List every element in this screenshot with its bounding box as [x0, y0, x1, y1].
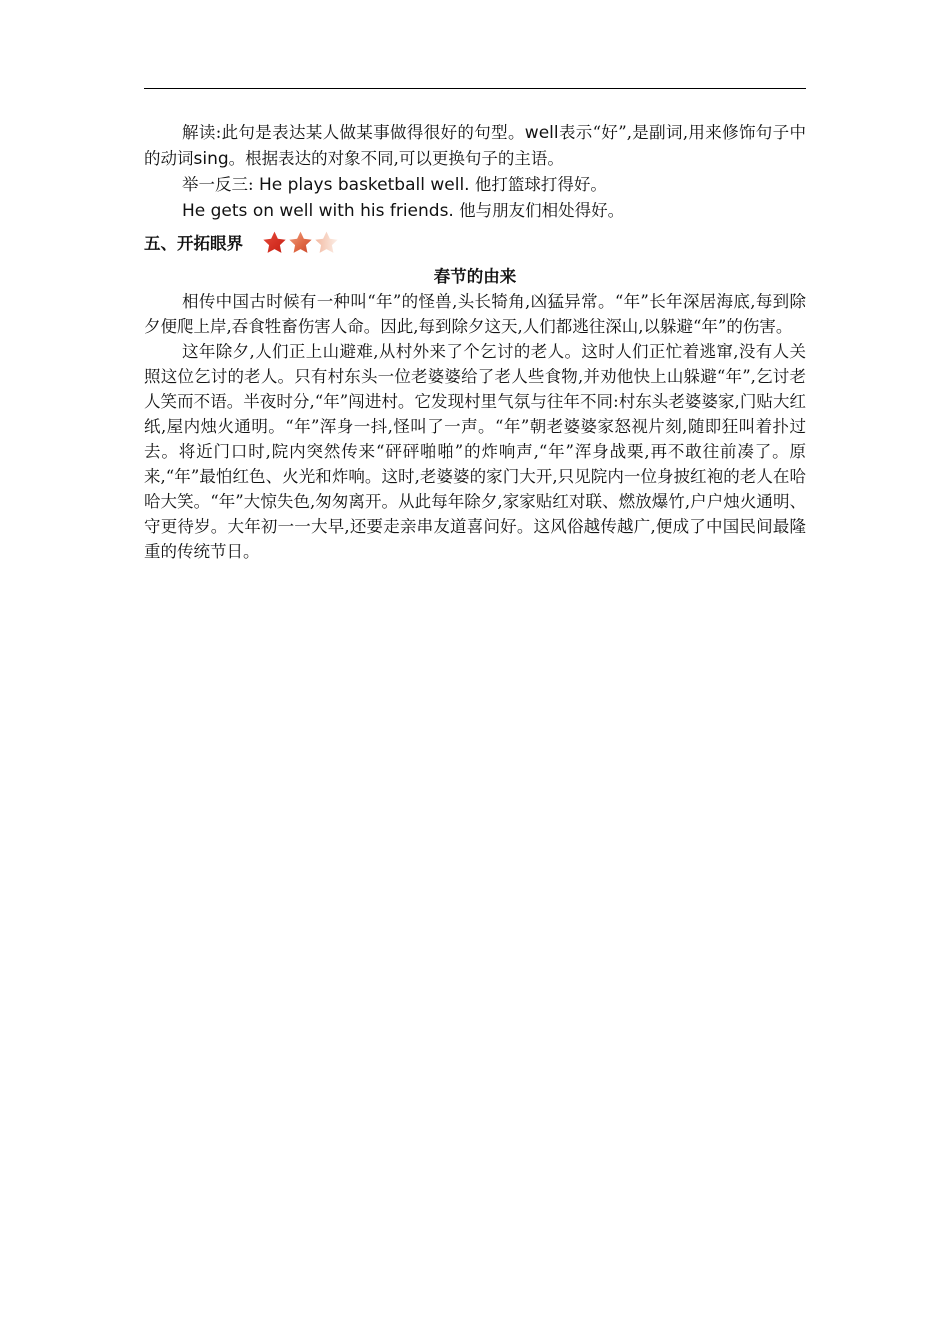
example-sentence-zh: 他打篮球打得好。: [469, 175, 607, 194]
article-paragraph: 这年除夕,人们正上山避难,从村外来了个乞讨的老人。这时人们正忙着逃窜,没有人关照这位乞讨的老人。只有村东头一位老婆婆给了老人些食物,并劝他快上山躲避“年”,乞讨老人笑而不语。半夜时分,“年”闯进村。它发现村里气氛与往年不同:村东头老婆婆家,门贴大红纸,屋内烛火通明。“年”浑身一抖,怪叫了一声。“年”朝老婆婆家怒视片刻,随即狂叫着扑过去。将近门口时,院内突然传来“砰砰啪啪”的炸响声,“年”浑身战栗,再不敢往前凑了。原来,“年”最怕红色、火光和炸响。这时,老婆婆的家门大开,只见院内一位身披红袍的老人在哈哈大笑。“年”大惊失色,匆匆离开。从此每年除夕,家家贴红对联、燃放爆竹,户户烛火通明、守更待岁。大年初一一大早,还要走亲串友道喜问好。这风俗越传越广,便成了中国民间最隆重的传统节日。: [144, 342, 806, 561]
explanation-keyword-well: well: [524, 123, 559, 143]
section-heading: 五、开拓眼界: [144, 233, 243, 253]
example-paragraph-2: [144, 198, 806, 224]
article-paragraph: 相传中国古时候有一种叫“年”的怪兽,头长犄角,凶猛异常。“年”长年深居海底,每到除夕便爬上岸,吞食牲畜伤害人命。因此,每到除夕这天,人们都逃往深山,以躲避“年”的伤害。: [144, 292, 806, 336]
star-icon-full: [261, 230, 288, 256]
difficulty-stars: [261, 230, 339, 256]
example-sentence-en: He gets on well with his friends.: [182, 201, 454, 221]
document-content: [144, 120, 806, 564]
example-paragraph-1: [144, 172, 806, 198]
section-heading-row: [144, 228, 806, 258]
example-sentence-en: He plays basketball well.: [253, 175, 470, 195]
article-title: 春节的由来: [433, 267, 517, 286]
explanation-text: 表示“好”,是副词,用来修饰句子中的动词: [144, 123, 806, 168]
header-rule: [144, 88, 806, 89]
explanation-keyword-sing: sing: [193, 149, 229, 169]
explanation-text: 。根据表达的对象不同,可以更换句子的主语。: [228, 149, 564, 168]
example-sentence-zh: 他与朋友们相处得好。: [453, 201, 625, 220]
explanation-text: 解读:此句是表达某人做某事做得很好的句型。: [182, 123, 525, 142]
explanation-paragraph: [144, 120, 806, 172]
example-label: 举一反三:: [182, 175, 254, 194]
star-icon-half: [313, 230, 340, 256]
star-icon-full: [287, 230, 314, 256]
